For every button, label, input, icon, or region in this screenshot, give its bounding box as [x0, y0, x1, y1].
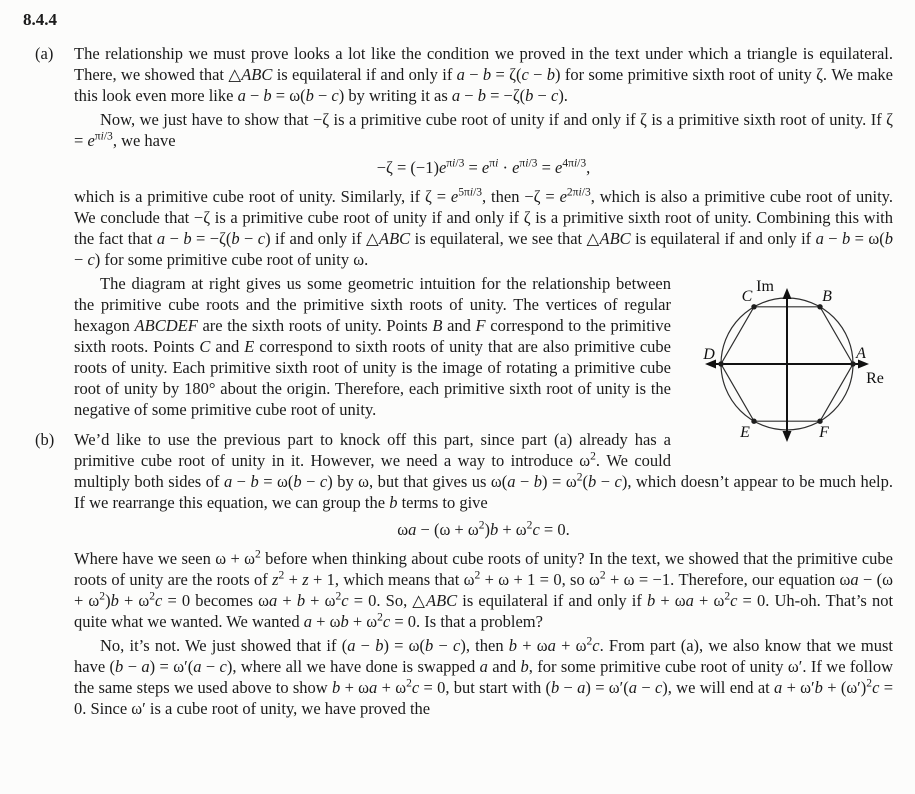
- part-a-label: (a): [35, 44, 54, 63]
- vertex-label-f: F: [819, 424, 829, 441]
- paragraph-b1: We’d like to use the previous part to knock off this part, since part (a) already has a primitive cube root of unity in it. However, we need a way to introduce $\omega^2$. We could multiply both sides of a − b = ω(b − c) by ω, but that gives us $\omega(a - b) = \omega^2(b - c)$, which doesn’t appear to be much help. If we rearrange this equation, we can group the b terms to give: [74, 430, 893, 512]
- im-axis-top-arrow-icon: [783, 288, 792, 299]
- im-axis-label: Im: [756, 278, 774, 295]
- vertex-dot-d: [718, 361, 723, 366]
- vertex-label-d: D: [703, 346, 715, 363]
- vertex-label-a: A: [856, 345, 866, 362]
- section-number: 8.4.4: [23, 10, 57, 29]
- vertex-label-e: E: [740, 424, 750, 441]
- part-b: [0, 429, 915, 719]
- paragraph-a1: The relationship we must prove looks a lot like the condition we proved in the text under which a triangle is equilateral. There, we showed that △ABC is equilateral if and only if a − b = ζ(c − b) for some primitive sixth root of unity ζ. We make this look even more like a − b = ω(b − c) by writing it as a − b = −ζ(b − c).: [74, 44, 894, 105]
- part-b-label: (b): [35, 430, 55, 449]
- paragraph-a3: which is a primitive cube root of unity. Similarly, if $\zeta = e^{5\pi i/3}$, then $-\zeta = e^{2\pi i/3}$, which is also a primitive cube root of unity. We conclude that −ζ is a primitive cube root of unity if and only if ζ is a primitive sixth root of unity. Combining this with the fact that a − b = −ζ(b − c) if and only if △ABC is equilateral, we see that △ABC is equilateral if and only if a − b = ω(b − c) for some primitive cube root of unity ω.: [74, 186, 894, 269]
- vertex-dot-a: [850, 361, 855, 366]
- display-equation-a: $-\zeta = (-1)e^{\pi i/3} = e^{\pi i} \cdot e^{\pi i/3} = e^{4\pi i/3}$,: [376, 157, 591, 177]
- vertex-dot-e: [751, 419, 756, 424]
- part-a: [0, 43, 915, 441]
- vertex-label-b: B: [822, 288, 832, 305]
- paragraph-b2: Where have we seen $\omega + \omega^2$ before when thinking about cube roots of unity? In the text, we showed that the primitive cube roots of unity are the roots of $z^2 + z + 1$, which means that $\omega^2 + \omega + 1 = 0$, so $\omega^2 + \omega = -1$. Therefore, our equation $\omega a - (\omega + \omega^2)b + \omega^2c = 0$ becomes $\omega a + b + \omega^2c = 0$. So, △ABC is equilateral if and only if $b + \omega a + \omega^2c = 0$. Uh-oh. That’s not quite what we wanted. We wanted $a + \omega b + \omega^2c = 0$. Is that a problem?: [74, 548, 894, 631]
- vertex-label-c: C: [741, 288, 753, 305]
- re-axis-label: Re: [866, 370, 884, 387]
- paragraph-b3: No, it’s not. We just showed that if (a − b) = ω(b − c), then $b + \omega a + \omega^2c$. From part (a), we also know that we must have (b − a) = ω′(a − c), where all we have done is swapped a and b, for some primitive cube root of unity ω′. If we follow the same steps we used above to show $b + \omega a + \omega^2c = 0$, but start with (b − a) = ω′(a − c), we will end at $a + \omega'b + (\omega')^2c = 0$. Since ω′ is a cube root of unity, we have proved the: [74, 635, 894, 718]
- paragraph-a2: Now, we just have to show that −ζ is a primitive cube root of unity if and only if ζ is a primitive sixth root of unity. If $\zeta = e^{\pi i/3}$, we have: [74, 110, 893, 150]
- paragraph-a4: The diagram at right gives us some geometric intuition for the relationship between the primitive cube roots and the primitive sixth roots of unity. The vertices of regular hexagon ABCDEF are the sixth roots of unity. Points B and F correspond to the primitive sixth roots. Points C and E correspond to sixth roots of unity that are also primitive cube roots of unity. Each primitive sixth root of unity is the image of rotating a primitive cube root of unity by 180° about the origin. Therefore, each primitive sixth root of unity is the negative of some primitive cube root of unity.: [74, 274, 672, 419]
- display-equation-b: $\omega a - (\omega + \omega^2)b + \omega^2c = 0$.: [397, 519, 570, 539]
